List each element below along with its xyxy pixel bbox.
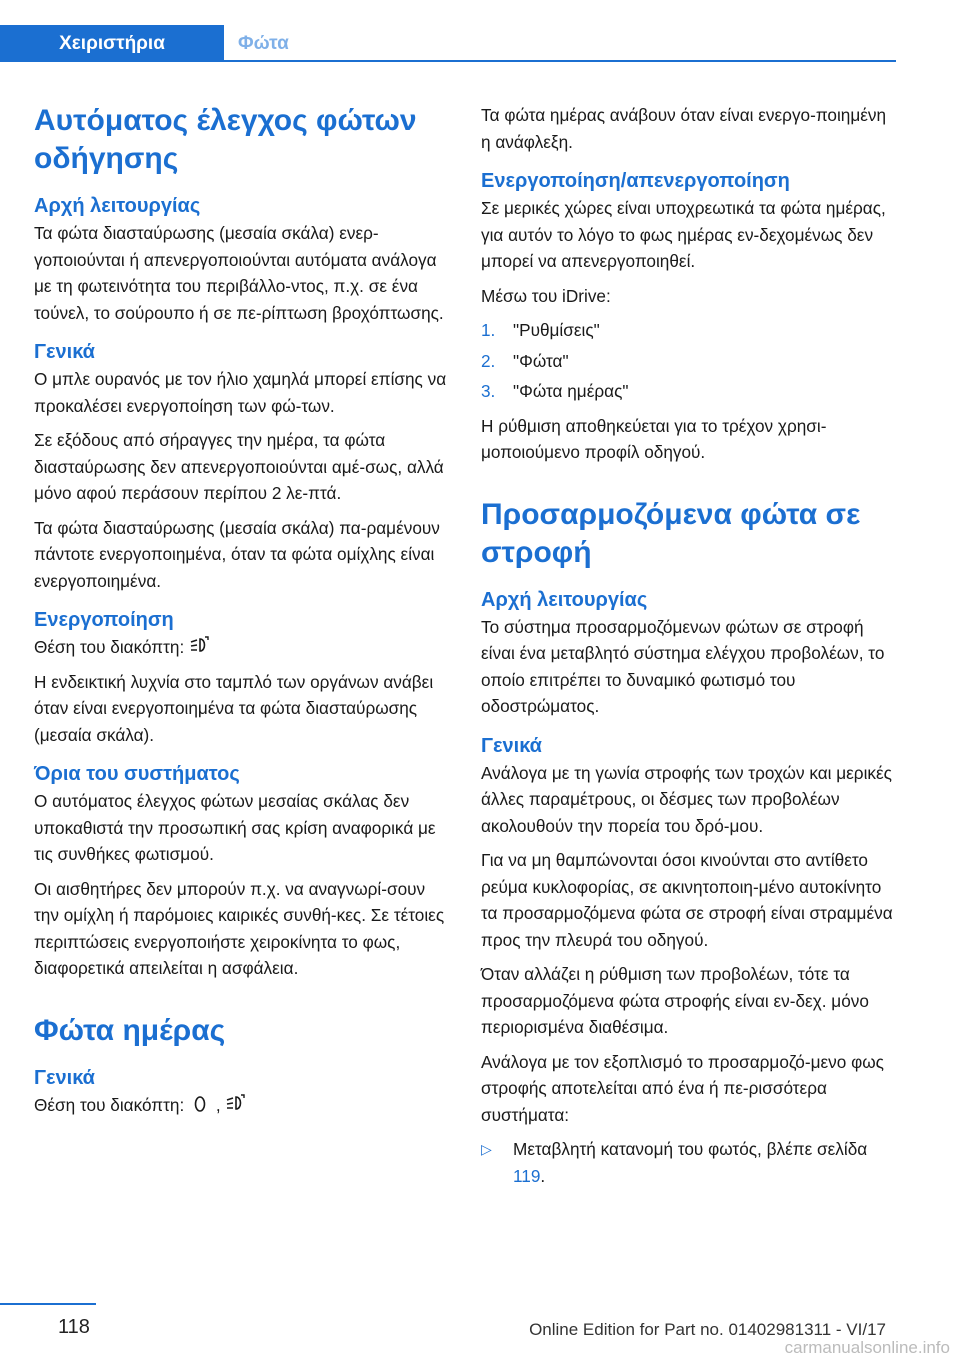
list-item: [481, 1136, 895, 1189]
subheading-general-adaptive: Γενικά: [481, 734, 542, 757]
subheading-system-limits: Όρια του συστήματος: [34, 763, 240, 785]
paragraph-general-3: Τα φώτα διασταύρωσης (μεσαία σκάλα) πα-ραμένουν πάντοτε ενεργοποιημένα, όταν τα φώτα ομίχλης είναι ενεργοποιημένα.: [34, 517, 440, 591]
watermark: carmanualsonline.info: [784, 1338, 950, 1357]
paragraph-principle: Τα φώτα διασταύρωσης (μεσαία σκάλα) ενερ-γοποιούνται ή απενεργοποιούνται αυτόματα ανάλογα με τη φωτεινότητα του περιβάλλο-ντος, π.χ. σε ένα τούνελ, το σούρουπο ή σε πε-ρίπτωση βροχόπτωσης.: [34, 223, 444, 323]
step-text: "Φώτα": [513, 350, 569, 371]
step-text: "Ρυθμίσεις": [513, 320, 600, 340]
zero-position-icon: [189, 1094, 211, 1114]
footer-divider: [0, 1303, 96, 1305]
step-number: 3.: [481, 381, 496, 401]
idrive-steps-list: [481, 317, 895, 405]
subheading-general: Γενικά: [34, 341, 95, 363]
list-item: [481, 317, 895, 344]
section-title-daytime-lights: Φώτα ημέρας: [34, 1013, 226, 1047]
page-link-119[interactable]: 119: [513, 1165, 541, 1186]
paragraph-activation: Η ενδεικτική λυχνία στο ταμπλό των οργάνων ανάβει όταν είναι ενεργοποιημένα τα φώτα διασταύρωσης (μεσαία σκάλα).: [34, 671, 434, 745]
paragraph-switch-position-daytime: [34, 1092, 448, 1119]
bullet-text: Μεταβλητή κατανομή του φωτός, βλέπε σελίδα: [513, 1139, 868, 1159]
subheading-activation: Ενεργοποίηση: [34, 609, 174, 631]
switch-position-label-daytime: Θέση του διακόπτη:: [34, 1094, 185, 1115]
triangle-bullet-icon: ▷: [481, 1141, 492, 1157]
paragraph-limits-2: Οι αισθητήρες δεν μπορούν π.χ. να αναγνωρί-σουν την ομίχλη ή παρόμοιες καιρικές συνθή-κες. Σε τέτοιες περιπτώσεις ενεργοποιήστε χειροκίνητα το φως, διαφορετικά απειλείται η ασφάλεια.: [34, 878, 445, 978]
bullet-end: .: [540, 1165, 546, 1186]
icon-separator: ,: [215, 1094, 221, 1115]
section-title-adaptive-lights: Προσαρμοζόμενα φώτα σε στροφή: [481, 497, 861, 569]
subheading-principle-adaptive: Αρχή λειτουργίας: [481, 588, 648, 611]
paragraph-adaptive-3: Όταν αλλάζει η ρύθμιση των προβολέων, τότε τα προσαρμοζόμενα φώτα στροφής είναι εν-δεχ. μόνο περιορισμένα διαθέσιμα.: [481, 964, 869, 1037]
right-column: [481, 102, 895, 1189]
list-item: [481, 378, 895, 405]
systems-list: [481, 1136, 895, 1189]
switch-position-label: Θέση του διακόπτη:: [34, 637, 185, 657]
paragraph-setting-saved: Η ρύθμιση αποθηκεύεται για το τρέχον χρησι-μοποιούμενο προφίλ οδηγού.: [481, 415, 827, 462]
list-item: [481, 348, 895, 375]
paragraph-adaptive-1: Ανάλογα με τη γωνία στροφής των τροχών και μερικές άλλες παραμέτρους, οι δέσμες των προβολέων ακολουθούν την πορεία του δρό-μου.: [481, 762, 892, 836]
step-text: "Φώτα ημέρας": [513, 381, 629, 401]
paragraph-general-2: Σε εξόδους από σήραγγες την ημέρα, τα φώτα διασταύρωσης δεν απενεργοποιούνται αμέ-σως, αλλά μόνο αφού περάσουν περίπου 2 λε-πτά.: [34, 430, 444, 503]
tab-lights[interactable]: Φώτα: [238, 32, 289, 54]
subheading-general-daytime: Γενικά: [34, 1066, 95, 1089]
page-number: 118: [58, 1316, 90, 1338]
paragraph-daytime-ignition: Τα φώτα ημέρας ανάβουν όταν είναι ενεργο-ποιημένη η ανάφλεξη.: [481, 105, 887, 152]
paragraph-limits-1: Ο αυτόματος έλεγχος φώτων μεσαίας σκάλας δεν υποκαθιστά την προσωπική σας κρίση αναφορικά με τις συνθήκες φωτισμού.: [34, 791, 436, 864]
subheading-principle: Αρχή λειτουργίας: [34, 195, 201, 217]
paragraph-on-off: Σε μερικές χώρες είναι υποχρεωτικά τα φώτα ημέρας, για αυτόν το λόγο το φως ημέρας εν-δεχομένως δεν μπορεί να απενεργοποιηθεί.: [481, 198, 886, 271]
paragraph-switch-position: [34, 634, 448, 661]
edition-text: Online Edition for Part no. 01402981311 - VI/17: [529, 1320, 886, 1339]
paragraph-principle-adaptive: Το σύστημα προσαρμοζόμενων φώτων σε στροφή είναι ένα μεταβλητό σύστημα ελέγχου προβολέων, το οποίο επιτρέπει το δυναμικό φωτισμό του οδοστρώματος.: [481, 616, 885, 716]
header-divider: [0, 60, 896, 62]
step-number: 2.: [481, 350, 496, 371]
header-bar: [0, 0, 896, 62]
step-number: 1.: [481, 320, 496, 340]
paragraph-adaptive-4: Ανάλογα με τον εξοπλισμό το προσαρμοζό-μενο φως στροφής αποτελείται από ένα ή πε-ρισσότερα συστήματα:: [481, 1051, 884, 1125]
bullet-content: [513, 1136, 895, 1189]
paragraph-general-1: Ο μπλε ουρανός με τον ήλιο χαμηλά μπορεί επίσης να προκαλέσει ενεργοποίηση των φώ-των.: [34, 369, 447, 416]
tab-controls[interactable]: Χειριστήρια: [0, 25, 224, 62]
left-column: [34, 102, 448, 1126]
section-title-auto-headlight: Αυτόματος έλεγχος φώτων οδήγησης: [34, 104, 417, 175]
auto-headlight-icon-daytime: [225, 1094, 247, 1114]
paragraph-via-idrive: Μέσω του iDrive:: [481, 285, 611, 306]
paragraph-adaptive-2: Για να μη θαμπώνονται όσοι κινούνται στο αντίθετο ρεύμα κυκλοφορίας, σε ακινητοποιη-μένο αυτοκίνητο τα προσαρμοζόμενα φώτα σε στροφή είναι στραμμένα προς την πλευρά του οδηγού.: [481, 850, 893, 950]
auto-headlight-icon: [189, 636, 211, 656]
subheading-on-off: Ενεργοποίηση/απενεργοποίηση: [481, 170, 790, 192]
